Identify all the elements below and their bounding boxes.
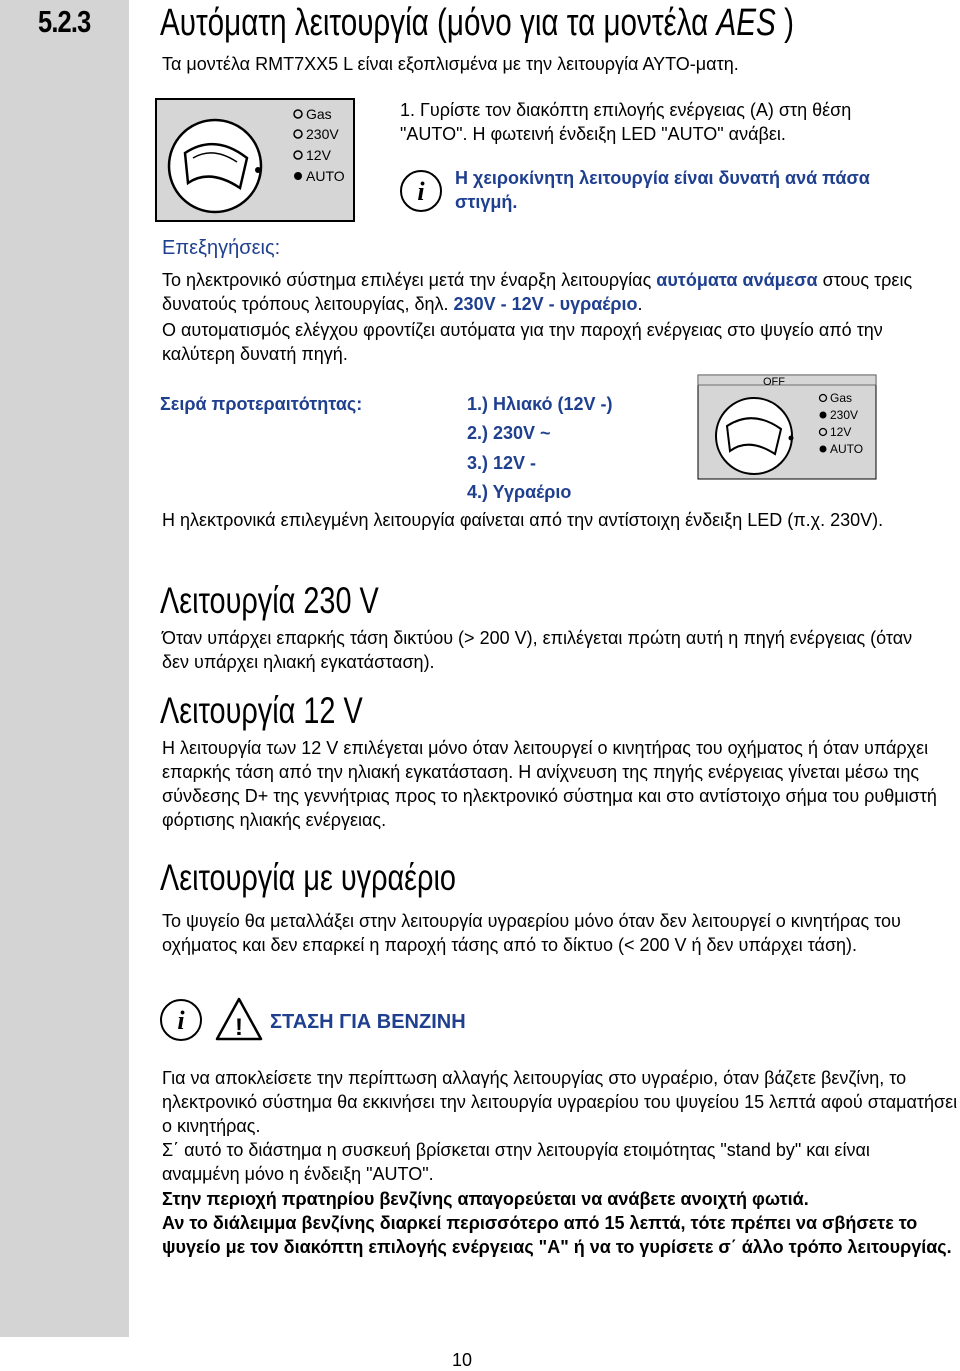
exp-p1-d: 230V - 12V - υγραέριο	[453, 294, 638, 314]
control-panel-230v-illustration	[697, 374, 877, 480]
panel-mid-label-230v: 230V	[830, 408, 859, 422]
svg-text:i: i	[177, 1006, 185, 1035]
svg-text:!: !	[235, 1014, 243, 1041]
energy-selector-knob	[169, 120, 261, 212]
warning-heading: ΣΤΑΣΗ ΓΙΑ ΒΕΝΖΙΝΗ	[270, 1011, 466, 1033]
explanations-paragraph-1	[162, 268, 932, 316]
intro-text: Τα μοντέλα RMT7XX5 L είναι εξοπλισμένα με την λειτουργία ΑΥΤΟ-ματη.	[162, 54, 739, 74]
exp-p1-a: Το ηλεκτρονικό σύστημα επιλέγει μετά την έναρξη λειτουργίας	[162, 270, 657, 290]
panel-off-label: OFF	[763, 376, 785, 388]
explanations-paragraph-2: Ο αυτοματισμός ελέγχου φροντίζει αυτόματα για την παροχή ενέργειας στο ψυγείο από την καλύτερη δυνατή πηγή.	[162, 320, 883, 364]
text-230v-mode: Όταν υπάρχει επαρκής τάση δικτύου (> 200 V), επιλέγεται πρώτη αυτή η πηγή ενέργειας (όταν δεν υπάρχει ηλιακή εγκατάσταση).	[162, 628, 913, 672]
energy-selector-knob-small	[716, 398, 794, 474]
heading-12v-mode: Λειτουργία 12 V	[160, 690, 363, 731]
panel-mid-label-12v: 12V	[830, 425, 852, 439]
panel-mid-label-gas: Gas	[830, 391, 853, 405]
priority-item-4: 4.) Υγραέριο	[467, 482, 572, 502]
warning-paragraph-4: Αν το διάλειμμα βενζίνης διαρκεί περισσότερο από 15 λεπτά, τότε πρέπει να σβήσετε το ψυγείο με τον διακόπτη επιλογής ενέργειας "A" ή να το γυρίσετε σ΄ άλλο τρόπο λειτουργίας.	[162, 1213, 952, 1257]
sidebar-band	[0, 0, 129, 1337]
title-model: AES	[716, 2, 776, 44]
exp-p1-b: αυτόματα ανάμεσα	[656, 270, 818, 290]
info-icon	[398, 168, 444, 214]
title-end: )	[775, 2, 794, 44]
heading-gas-mode: Λειτουργία με υγραέριο	[160, 857, 456, 898]
panel-label-12v: 12V	[306, 147, 331, 163]
priority-item-1: 1.) Ηλιακό (12V -)	[467, 394, 613, 414]
priority-item-3: 3.) 12V -	[467, 453, 537, 473]
warning-paragraph-2: Σ΄ αυτό το διάστημα η συσκευή βρίσκεται στην λειτουργία ετοιμότητας "stand by" και είναι αναμμένη μόνο η ένδειξη "AUTO".	[162, 1140, 870, 1184]
panel-label-auto: AUTO	[306, 168, 345, 184]
warning-paragraph-1: Για να αποκλείσετε την περίπτωση αλλαγής λειτουργίας στο υγραέριο, όταν βάζετε βενζίνη, το ηλεκτρονικό σύστημα θα εκκινήσει την λειτουργία υγραερίου του ψυγείου 15 λεπτά αφού σταματήσει ο κινητήρας.	[162, 1068, 958, 1136]
priority-label: Σειρά προτεραιτότητας:	[160, 394, 363, 414]
page-number: 10	[452, 1350, 473, 1370]
section-number: 5.2.3	[38, 4, 91, 39]
exp-p1-e: .	[637, 294, 643, 314]
warning-paragraph-3: Στην περιοχή πρατηρίου βενζίνης απαγορεύεται να ανάβετε ανοιχτή φωτιά.	[162, 1189, 809, 1209]
warning-triangle-icon	[214, 996, 264, 1042]
heading-230v-mode: Λειτουργία 230 V	[160, 580, 379, 621]
text-gas-mode: Το ψυγείο θα μεταλλάξει στην λειτουργία υγραερίου μόνο όταν δεν λειτουργεί ο κινητήρας του οχήματος και δεν επαρκεί η παροχή τάσης από το δίκτυο (< 200 V ή δεν υπάρχει τάση).	[162, 911, 901, 955]
auto-led-lit-icon	[820, 446, 827, 453]
230v-led-lit-icon	[820, 412, 827, 419]
auto-led-lit-icon	[294, 172, 302, 180]
panel-mid-label-auto: AUTO	[830, 442, 864, 456]
title-main: Αυτόματη λειτουργία	[160, 2, 429, 44]
panel-label-gas: Gas	[306, 106, 332, 122]
priority-item-2: 2.) 230V ~	[467, 423, 551, 443]
control-panel-auto-illustration	[155, 98, 355, 222]
exp-p1-c: στους τρεις δυνατούς τρόπους λειτουργίας, δηλ.	[162, 270, 913, 314]
section-title	[160, 2, 794, 45]
led-note-text: Η ηλεκτρονικά επιλεγμένη λειτουργία φαίνεται από την αντίστοιχη ένδειξη LED (π.χ. 230V).	[162, 510, 884, 530]
text-12v-mode: Η λειτουργία των 12 V επιλέγεται μόνο όταν λειτουργεί ο κινητήρας του οχήματος ή όταν υπάρχει επαρκής τάση από την ηλιακή εγκατάσταση. Η ανίχνευση της πηγής ενέργειας γίνεται μέσω της σύνδεσης D+ της γεννήτριας προς το ηλεκτρονικό σύστημα και στο αντίστοιχο σήμα του ρυθμιστή φόρτισης ηλιακής ενέργειας.	[162, 738, 937, 830]
title-paren: (μόνο για τα μοντέλα	[428, 2, 717, 44]
info-note-text: Η χειροκίνητη λειτουργία είναι δυνατή ανά πάσα στιγμή.	[455, 168, 870, 212]
explanations-heading: Επεξηγήσεις:	[162, 237, 281, 259]
info-icon	[158, 997, 204, 1043]
svg-text:i: i	[417, 177, 425, 206]
panel-label-230v: 230V	[306, 126, 339, 142]
step-1-text: 1. Γυρίστε τον διακόπτη επιλογής ενέργειας (A) στη θέση "AUTO". H φωτεινή ένδειξη LED "AUTO" ανάβει.	[400, 100, 852, 144]
